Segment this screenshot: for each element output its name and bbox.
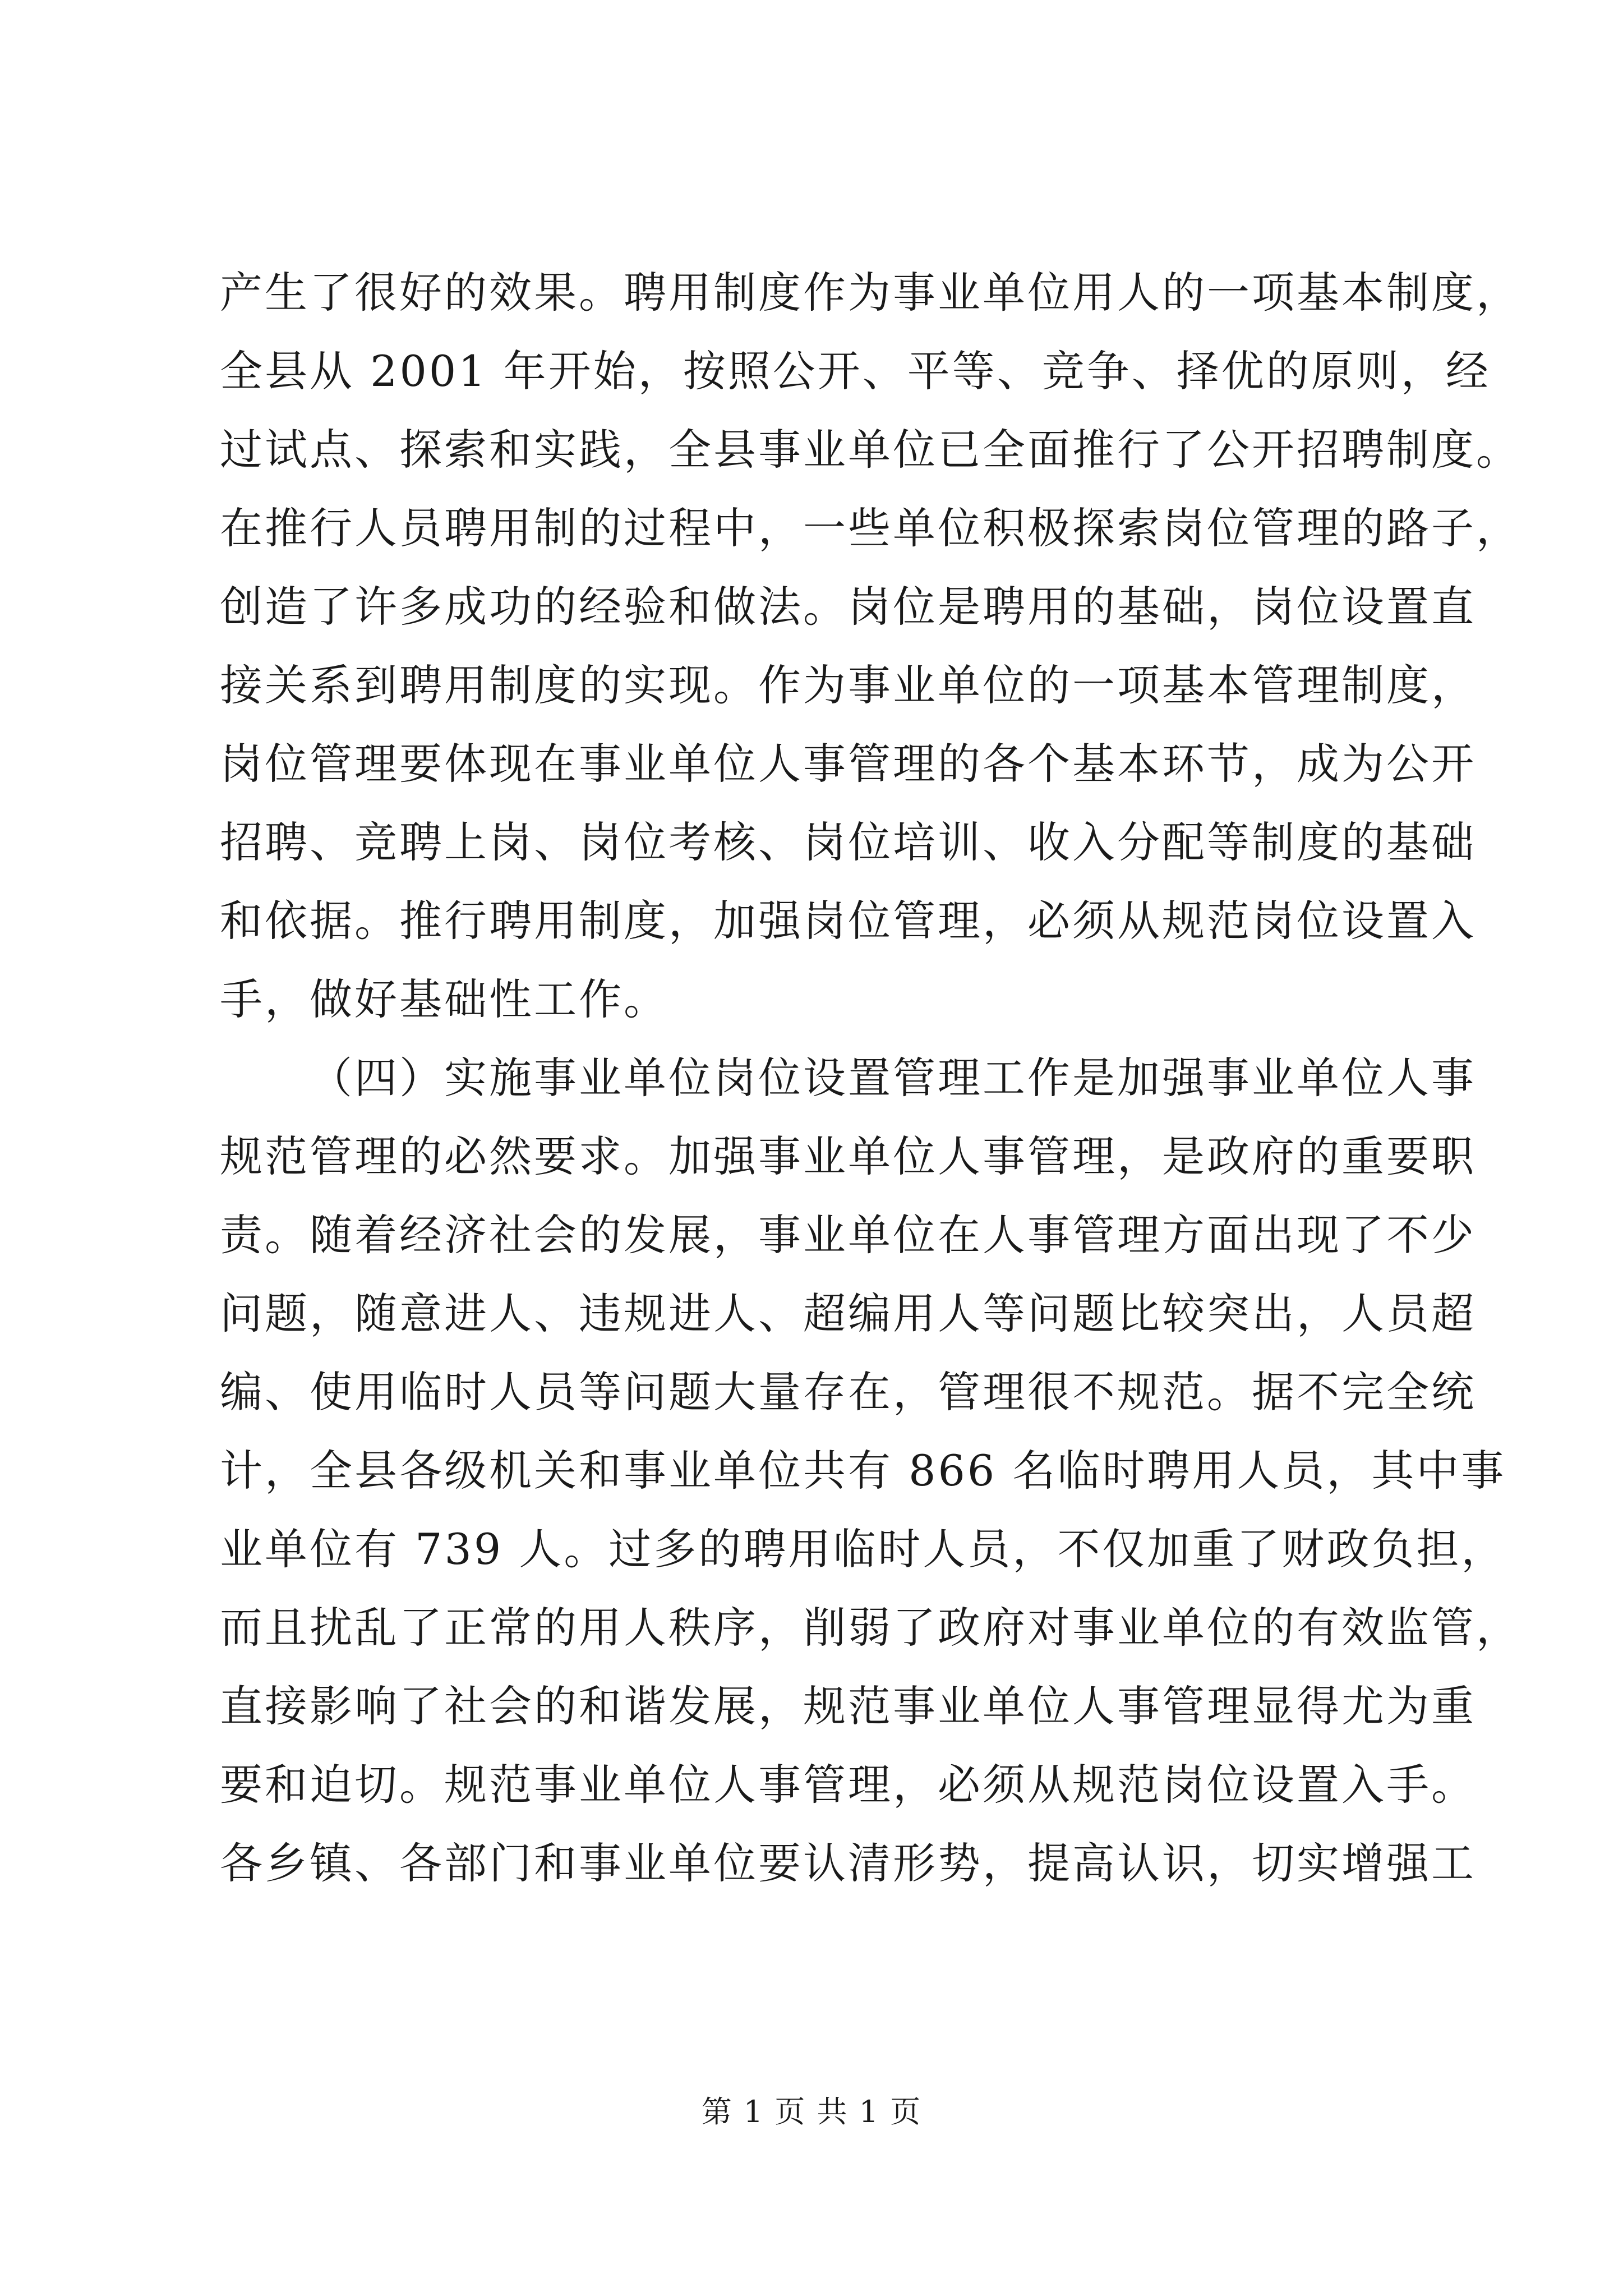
- text-line-15: 编、使用临时人员等问题大量存在，管理很不规范。据不完全统: [220, 1367, 1476, 1417]
- text-line-6: 接关系到聘用制度的实现。作为事业单位的一项基本管理制度，: [220, 660, 1476, 710]
- text-line-17: 业单位有 739 人。过多的聘用临时人员，不仅加重了财政负担，: [220, 1524, 1506, 1574]
- text-line-12: 规范管理的必然要求。加强事业单位人事管理，是政府的重要职: [220, 1131, 1476, 1181]
- text-line-10: 手，做好基础性工作。: [220, 974, 668, 1024]
- text-line-14: 问题，随意进人、违规进人、超编用人等问题比较突出，人员超: [220, 1289, 1476, 1338]
- text-line-2: 全县从 2001 年开始，按照公开、平等、竞争、择优的原则，经: [220, 346, 1491, 396]
- document-body: [220, 254, 1521, 1903]
- text-line-3: 过试点、探索和实践，全县事业单位已全面推行了公开招聘制度。: [220, 425, 1521, 475]
- text-line-4: 在推行人员聘用制的过程中，一些单位积极探索岗位管理的路子，: [220, 503, 1521, 553]
- text-line-20: 要和迫切。规范事业单位人事管理，必须从规范岗位设置入手。: [220, 1760, 1476, 1810]
- text-line-13: 责。随着经济社会的发展，事业单位在人事管理方面出现了不少: [220, 1210, 1476, 1260]
- text-line-18: 而且扰乱了正常的用人秩序，削弱了政府对事业单位的有效监管，: [220, 1603, 1521, 1653]
- section-heading-line: （四）实施事业单位岗位设置管理工作是加强事业单位人事: [310, 1053, 1476, 1103]
- text-line-16: 计，全县各级机关和事业单位共有 866 名临时聘用人员，其中事: [220, 1446, 1506, 1496]
- text-line-5: 创造了许多成功的经验和做法。岗位是聘用的基础，岗位设置直: [220, 582, 1476, 632]
- page-footer: 第 1 页 共 1 页: [701, 2094, 922, 2129]
- text-line-8: 招聘、竞聘上岗、岗位考核、岗位培训、收入分配等制度的基础: [220, 817, 1476, 867]
- text-line-7: 岗位管理要体现在事业单位人事管理的各个基本环节，成为公开: [220, 739, 1476, 789]
- text-line-9: 和依据。推行聘用制度，加强岗位管理，必须从规范岗位设置入: [220, 896, 1476, 946]
- text-line-19: 直接影响了社会的和谐发展，规范事业单位人事管理显得尤为重: [220, 1681, 1476, 1731]
- text-line-21: 各乡镇、各部门和事业单位要认清形势，提高认识，切实增强工: [220, 1838, 1476, 1888]
- text-line-1: 产生了很好的效果。聘用制度作为事业单位用人的一项基本制度，: [220, 268, 1521, 318]
